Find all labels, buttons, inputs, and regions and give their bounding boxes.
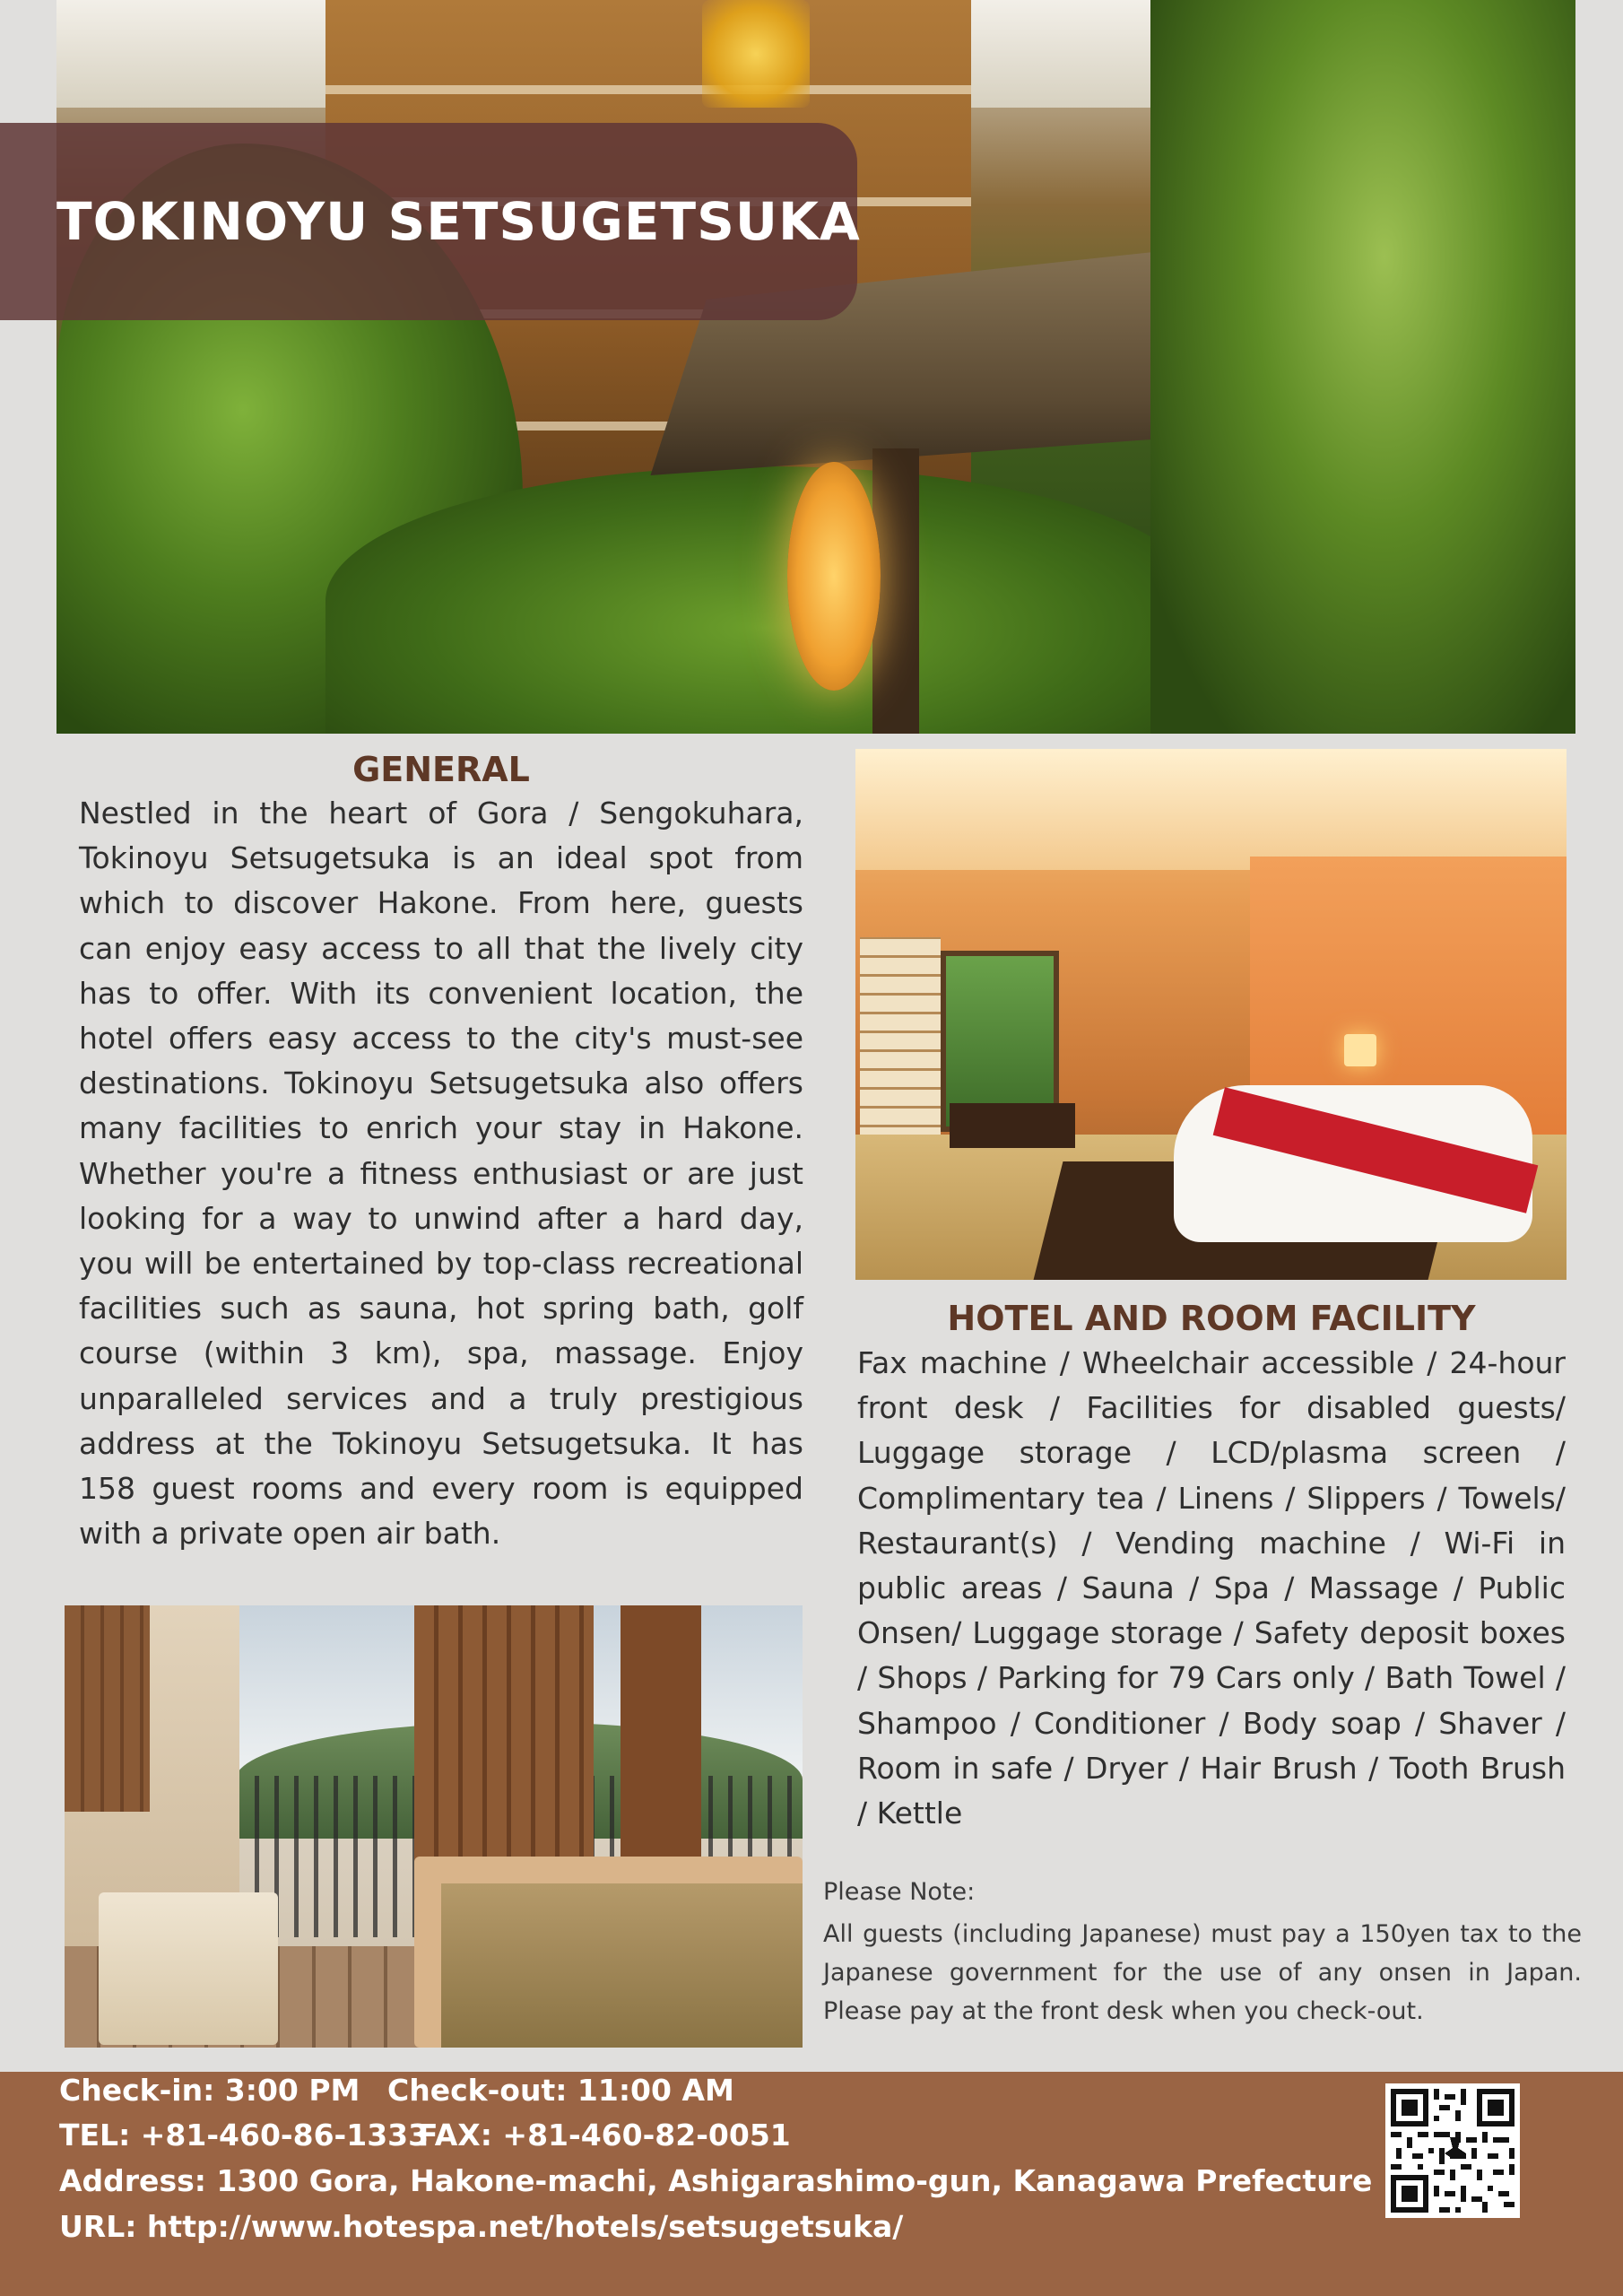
open-air-bath-photo <box>65 1605 803 2048</box>
telephone-number[interactable]: TEL: +81-460-86-1333 <box>59 2118 430 2152</box>
hotel-exterior-photo <box>56 0 1575 734</box>
general-heading: GENERAL <box>352 750 530 789</box>
website-url[interactable]: URL: http://www.hotespa.net/hotels/setsugetsuka/ <box>59 2209 904 2244</box>
lantern-graphic <box>787 462 881 691</box>
general-description: Nestled in the heart of Gora / Sengokuhara, Tokinoyu Setsugetsuka is an ideal spot from which to discover Hakone. From here, guests can enjoy easy access to all that the lively city has to offer. With its convenient location, the hotel offers easy access to the city's must-see destinations. Tokinoyu Setsugetsuka also offers many facilities to enrich your stay in Hakone. Whether you're a fitness enthusiast or are just looking for a way to unwind after a hard day, you will be entertained by top-class recreational facilities such as sauna, hot spring bath, golf course (within 3 km), spa, massage. Enjoy unparalleled services and a truly prestigious address at the Tokinoyu Setsugetsuka. It has 158 guest rooms and every room is equipped with a private open air bath. <box>79 796 803 1552</box>
facility-list: Fax machine / Wheelchair accessible / 24-hour front desk / Facilities for disabled guests/ Luggage storage / LCD/plasma screen / Complimentary tea / Linens / Slippers / Towels/ Restaurant(s) / Vending machine / Wi-Fi in public areas / Sauna / Spa / Massage / Public Onsen/ Luggage storage / Safety deposit boxes / Shops / Parking for 79 Cars only / Bath Towel / Shampoo / Conditioner / Body soap / Shaver / Room in safe / Dryer / Hair Brush / Tooth Brush / Kettle <box>857 1345 1566 1831</box>
facility-heading: HOTEL AND ROOM FACILITY <box>947 1299 1476 1338</box>
note-label: Please Note: <box>823 1878 976 1906</box>
fax-number: FAX: +81-460-82-0051 <box>418 2118 791 2152</box>
checkout-time: Check-out: 11:00 AM <box>387 2073 734 2108</box>
address: Address: 1300 Gora, Hakone-machi, Ashigarashimo-gun, Kanagawa Prefecture <box>59 2163 1373 2198</box>
qr-code <box>1385 2083 1520 2218</box>
checkin-time: Check-in: 3:00 PM <box>59 2073 360 2108</box>
hotel-title: TOKINOYU SETSUGETSUKA <box>56 191 861 252</box>
note-text: All guests (including Japanese) must pay a 150yen tax to the Japanese government for the use of any onsen in Japan. Please pay at the front desk when you check-out. <box>823 1920 1582 2025</box>
title-banner <box>0 123 861 320</box>
guest-room-photo <box>855 749 1567 1280</box>
